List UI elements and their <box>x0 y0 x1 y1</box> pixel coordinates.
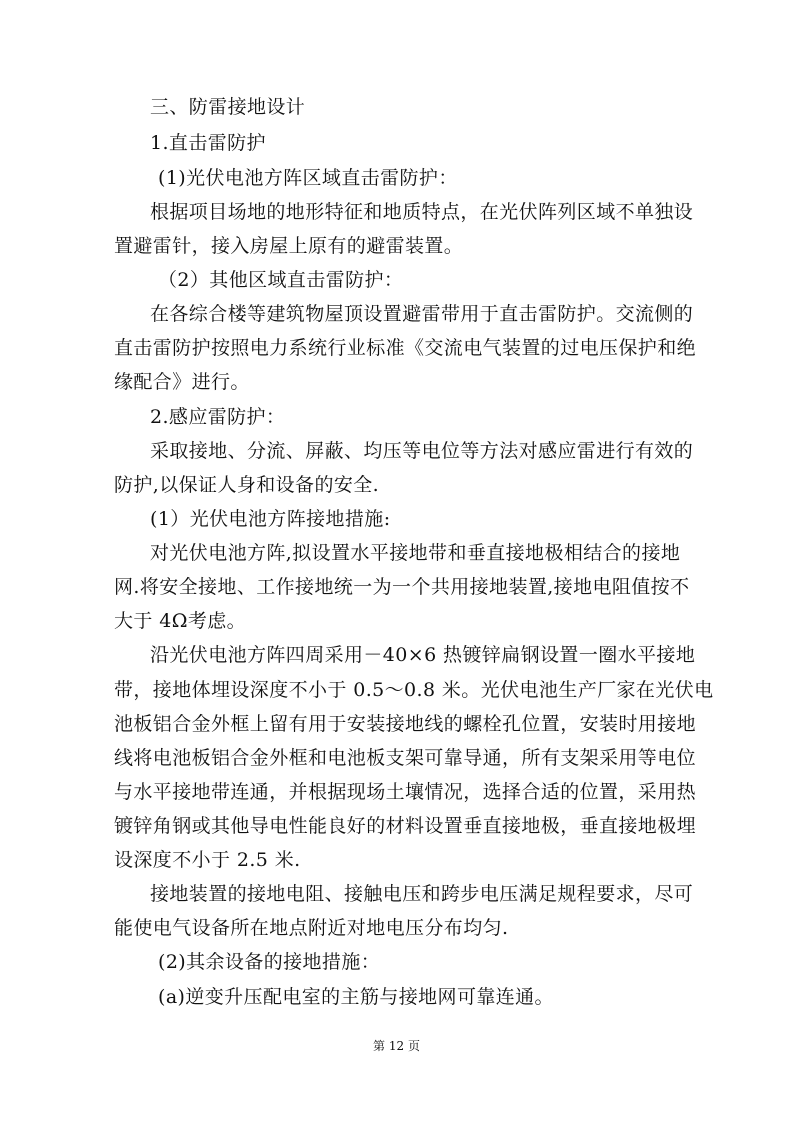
section-heading: 三、防雷接地设计 <box>150 96 306 118</box>
paragraph-line: 大于 4Ω考虑。 <box>114 610 247 632</box>
paragraph-line: 根据项目场地的地形特征和地质特点，在光伏阵列区域不单独设 <box>150 201 694 223</box>
paragraph-line: 带，接地体埋设深度不小于 0.5～0.8 米。光伏电池生产厂家在光伏电 <box>114 679 714 701</box>
paragraph-line: 直击雷防护按照电力系统行业标准《交流电气装置的过电压保护和绝 <box>114 337 697 359</box>
paragraph-line: 设深度不小于 2.5 米. <box>114 849 301 871</box>
paragraph-line: 池板铝合金外框上留有用于安装接地线的螺栓孔位置，安装时用接地 <box>114 713 697 735</box>
paragraph-line: 在各综合楼等建筑物屋顶设置避雷带用于直击雷防护。交流侧的 <box>150 303 694 325</box>
paragraph-line: 缘配合》进行。 <box>114 371 250 393</box>
paragraph-line: 采取接地、分流、屏蔽、均压等电位等方法对感应雷进行有效的 <box>150 440 694 462</box>
paragraph-line: 与水平接地带连通，并根据现场土壤情况，选择合适的位置，采用热 <box>114 781 697 803</box>
paragraph-line: 接地装置的接地电阻、接触电压和跨步电压满足规程要求，尽可 <box>150 883 694 905</box>
item-heading: （2）其他区域直击雷防护： <box>158 269 404 291</box>
item-heading: (1）光伏电池方阵接地措施: <box>150 508 391 530</box>
paragraph-line: (a)逆变升压配电室的主筋与接地网可靠连通。 <box>158 986 554 1008</box>
paragraph-line: 沿光伏电池方阵四周采用－40×6 热镀锌扁钢设置一圈水平接地 <box>150 644 696 666</box>
paragraph-line: 镀锌角钢或其他导电性能良好的材料设置垂直接地极，垂直接地极埋 <box>114 815 697 837</box>
paragraph-line: 线将电池板铝合金外框和电池板支架可靠导通，所有支架采用等电位 <box>114 747 697 769</box>
subsection-heading: 2.感应雷防护： <box>150 406 286 428</box>
item-heading: (2)其余设备的接地措施： <box>158 951 381 973</box>
item-heading: (1)光伏电池方阵区域直击雷防护： <box>158 167 458 189</box>
paragraph-line: 对光伏电池方阵,拟设置水平接地带和垂直接地极相结合的接地 <box>150 542 681 564</box>
page-number: 第 12 页 <box>373 1039 420 1053</box>
paragraph-line: 置避雷针，接入房屋上原有的避雷装置。 <box>114 235 464 257</box>
paragraph-line: 能使电气设备所在地点附近对地电压分布均匀. <box>114 917 509 939</box>
paragraph-line: 网.将安全接地、工作接地统一为一个共用接地装置,接地电阻值按不 <box>114 576 690 598</box>
subsection-heading: 1.直击雷防护 <box>150 132 266 154</box>
paragraph-line: 防护,以保证人身和设备的安全. <box>114 474 380 496</box>
